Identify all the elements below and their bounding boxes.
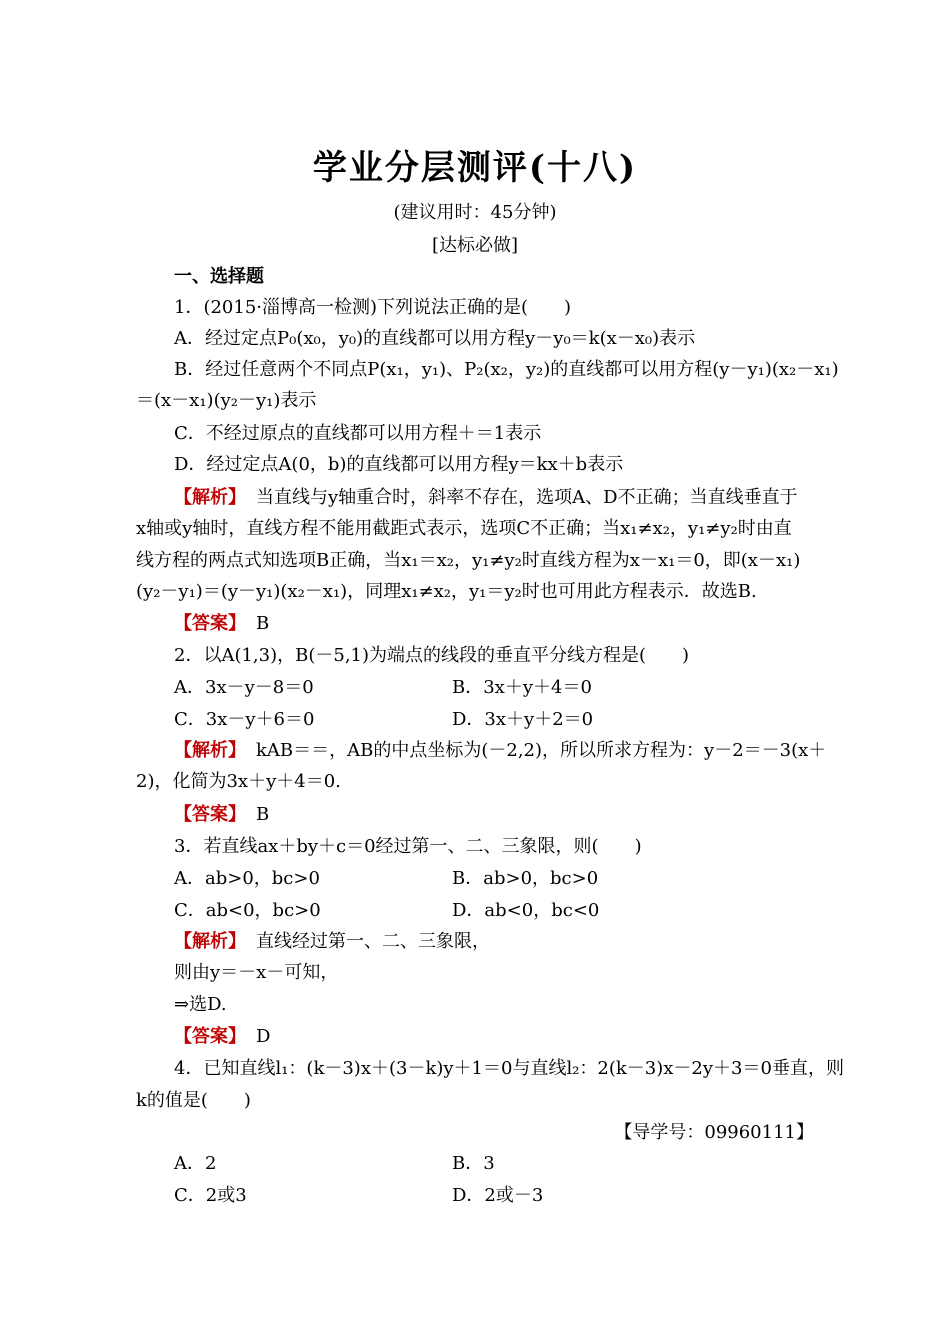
- q1-analysis-line2: x轴或y轴时，直线方程不能用截距式表示，选项C不正确；当x₁≠x₂，y₁≠y₂时由直: [136, 518, 792, 539]
- q3-analysis-text1: 直线经过第一、二、三象限，: [256, 931, 490, 952]
- q3-option-b: B．ab>0，bc>0: [452, 868, 599, 889]
- answer-label: 【答案】: [174, 613, 246, 634]
- q4-option-a: A．2: [174, 1153, 217, 1174]
- time-note: (建议用时：45分钟): [393, 202, 557, 223]
- section-heading: 一、选择题: [174, 266, 264, 287]
- q1-analysis-line1: [174, 485, 798, 511]
- page-title: 学业分层测评(十八): [312, 148, 638, 188]
- q1-option-b-line1: B．经过任意两个不同点P(x₁，y₁)、P₂(x₂，y₂)的直线都可以用方程(y－y₁)(x₂－x₁): [174, 359, 839, 380]
- analysis-label: 【解析】: [174, 487, 246, 508]
- analysis-label: 【解析】: [174, 931, 246, 952]
- q2-analysis-line2: 2)，化简为3x＋y＋4＝0.: [136, 771, 341, 792]
- q1-option-a: A．经过定点P₀(x₀，y₀)的直线都可以用方程y－y₀＝k(x－x₀)表示: [174, 328, 696, 349]
- q1-option-d: D．经过定点A(0，b)的直线都可以用方程y＝kx＋b表示: [174, 454, 624, 475]
- q1-option-c: C．不经过原点的直线都可以用方程＋＝1表示: [174, 423, 542, 444]
- q4-stem-line2: k的值是( ): [136, 1090, 251, 1111]
- q2-option-c: C．3x－y＋6＝0: [174, 709, 315, 730]
- q2-analysis-text1: kAB＝＝，AB的中点坐标为(－2,2)，所以所求方程为：y－2＝－3(x＋: [256, 740, 827, 761]
- q4-option-b: B．3: [452, 1153, 495, 1174]
- q3-analysis-line3: ⇒选D.: [174, 994, 227, 1015]
- q1-analysis-line3: 线方程的两点式知选项B正确，当x₁＝x₂，y₁≠y₂时直线方程为x－x₁＝0，即(x－x₁): [136, 550, 801, 571]
- q3-answer-value: D: [256, 1026, 271, 1047]
- q3-stem: 3．若直线ax＋by＋c＝0经过第一、二、三象限，则( ): [174, 836, 642, 857]
- guide-number: 【导学号：09960111】: [614, 1122, 814, 1143]
- q2-answer: [174, 802, 269, 828]
- level-label: [达标必做]: [431, 235, 519, 256]
- q2-answer-value: B: [256, 804, 270, 825]
- q2-option-a: A．3x－y－8＝0: [174, 677, 314, 698]
- q1-analysis-line4: (y₂－y₁)＝(y－y₁)(x₂－x₁)，同理x₁≠x₂，y₁＝y₂时也可用此方程表示．故选B.: [136, 581, 757, 602]
- q3-analysis-line1: [174, 929, 490, 955]
- q4-stem-line1: 4．已知直线l₁：(k－3)x＋(3－k)y＋1＝0与直线l₂：2(k－3)x－2y＋3＝0垂直，则: [174, 1058, 844, 1079]
- q3-option-c: C．ab<0，bc>0: [174, 900, 321, 921]
- q3-answer: [174, 1024, 270, 1050]
- q1-option-b-line2: ＝(x－x₁)(y₂－y₁)表示: [136, 390, 317, 411]
- q2-option-d: D．3x＋y＋2＝0: [452, 709, 594, 730]
- q1-stem: 1．(2015·淄博高一检测)下列说法正确的是( ): [174, 297, 572, 318]
- q3-option-d: D．ab<0，bc<0: [452, 900, 600, 921]
- analysis-label: 【解析】: [174, 740, 246, 761]
- q1-answer: [174, 611, 269, 637]
- q2-stem: 2．以A(1,3)，B(－5,1)为端点的线段的垂直平分线方程是( ): [174, 645, 690, 666]
- q2-analysis-line1: [174, 738, 826, 764]
- q1-answer-value: B: [256, 613, 270, 634]
- q4-option-d: D．2或－3: [452, 1185, 544, 1206]
- q2-option-b: B．3x＋y＋4＝0: [452, 677, 592, 698]
- q4-option-c: C．2或3: [174, 1185, 247, 1206]
- answer-label: 【答案】: [174, 1026, 246, 1047]
- q1-analysis-text1: 当直线与y轴重合时，斜率不存在，选项A、D不正确；当直线垂直于: [256, 487, 798, 508]
- q3-analysis-line2: 则由y＝－x－可知，: [174, 962, 339, 983]
- q3-option-a: A．ab>0，bc>0: [174, 868, 320, 889]
- answer-label: 【答案】: [174, 804, 246, 825]
